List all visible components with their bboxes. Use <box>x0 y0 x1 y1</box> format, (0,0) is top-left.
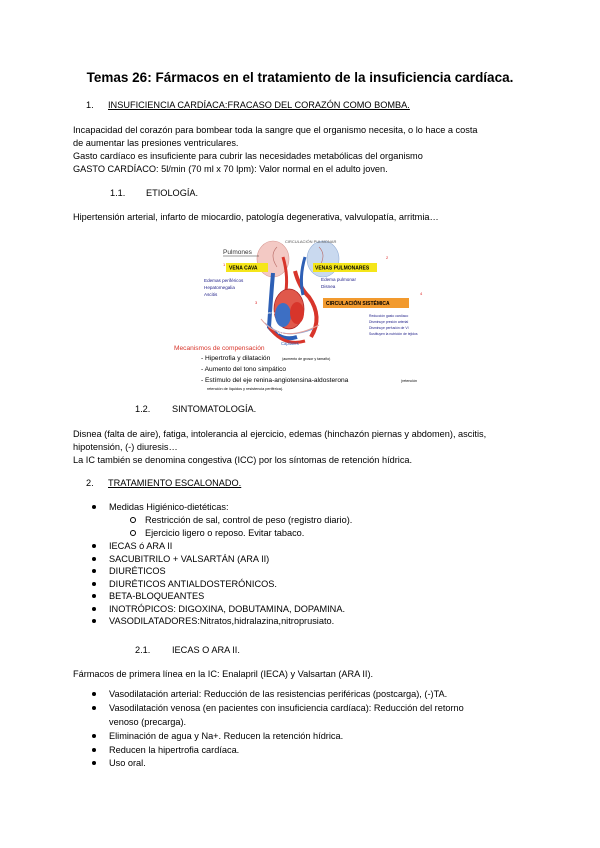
fig-sist-line-4: Sustituyen la nutrición de tejidos <box>369 332 418 336</box>
list-item: SACUBITRILO + VALSARTÁN (ARA II) <box>109 553 345 566</box>
circle-bullet-icon <box>130 517 136 523</box>
fig-sist-line-3: Disminuye perfusión de VI <box>369 326 409 330</box>
list-item: Vasodilatación venosa (en pacientes con insuficiencia cardíaca): Reducción del retorno <box>109 702 464 716</box>
section-2-number: 2. <box>86 478 94 488</box>
fig-num-3: 3 <box>255 300 258 305</box>
s12-paragraph-1: Disnea (falta de aire), fatiga, intolerancia al ejercicio, edemas (hinchazón piernas y abdomen), ascitis, <box>73 429 487 439</box>
section-1-2-heading: SINTOMATOLOGÍA. <box>172 404 257 414</box>
bullet-icon <box>92 505 96 509</box>
s21-list <box>109 688 447 701</box>
fig-sist-line-2: Disminuye presión arterial <box>369 320 409 324</box>
bullet-icon <box>92 692 96 696</box>
fig-meca-sub: retención de líquidos y resistencia periférica). <box>207 387 284 391</box>
section-1-number: 1. <box>86 100 94 110</box>
heart-failure-diagram <box>173 237 435 397</box>
fig-meca-line-2: - Aumento del tono simpático <box>201 366 287 373</box>
s1-paragraph-1: Incapacidad del corazón para bombear toda la sangre que el organismo necesita, o lo hace a costa <box>73 125 478 135</box>
s12-paragraph-3: La IC también se denomina congestiva (ICC) por los síntomas de retención hídrica. <box>73 455 413 465</box>
section-1-1-number: 1.1. <box>110 188 126 198</box>
section-1-1-heading: ETIOLOGÍA. <box>146 188 199 198</box>
bullet-icon <box>92 748 96 752</box>
section-2-1-heading: IECAS O ARA II. <box>172 645 240 655</box>
fig-pulmones: Pulmones <box>223 249 252 256</box>
bullet-icon <box>92 569 96 573</box>
bullet-icon <box>92 594 96 598</box>
s2-sub-list <box>145 514 352 539</box>
list-item: INOTRÓPICOS: DIGOXINA, DOBUTAMINA, DOPAMINA. <box>109 603 345 616</box>
list-item: Vasodilatación arterial: Reducción de las resistencias periféricas (postcarga), (-)TA. <box>109 688 447 701</box>
fig-num-2: 2 <box>386 255 389 260</box>
fig-meca-note-3: (retención <box>401 379 417 383</box>
s2-first-list <box>109 501 229 514</box>
fig-circ-sist: CIRCULACIÓN SISTÉMICA <box>326 301 390 307</box>
bullet-icon <box>92 607 96 611</box>
list-item: Eliminación de agua y Na+. Reducen la retención hídrica. <box>109 730 343 744</box>
fig-left-line-3: Ascitis <box>204 292 218 297</box>
fig-meca-note-1: (aumento de grosor y tamaño) <box>282 357 331 361</box>
list-item: DIURÉTICOS <box>109 565 345 578</box>
fig-arteria: Arteria <box>263 310 275 315</box>
list-item: VASODILATADORES:Nitratos,hidralazina,nitroprusiato. <box>109 615 345 628</box>
fig-left-line-1: Edemas periféricos <box>204 278 244 283</box>
list-item: Medidas Higiénico-dietéticas: <box>109 501 229 514</box>
s12-paragraph-2: hipotensión, (-) diuresis… <box>73 442 178 452</box>
fig-left-line-2: Hepatomegalia <box>204 285 235 290</box>
section-1-heading: INSUFICIENCIA CARDÍACA:FRACASO DEL CORAZÓN COMO BOMBA. <box>108 100 410 110</box>
s1-paragraph-2: de aumentar las presiones ventriculares. <box>73 138 239 148</box>
section-2-1-number: 2.1. <box>135 645 151 655</box>
bullet-icon <box>92 734 96 738</box>
list-item: DIURÉTICOS ANTIALDOSTERÓNICOS. <box>109 578 345 591</box>
list-item: Restricción de sal, control de peso (registro diario). <box>145 514 352 527</box>
circle-bullet-icon <box>130 530 136 536</box>
fig-circ-top: CIRCULACIÓN PULMONAR <box>285 239 337 244</box>
fig-num-4: 4 <box>420 291 423 296</box>
s21-list-2 <box>109 702 464 730</box>
list-item: Uso oral. <box>109 757 343 771</box>
bullet-icon <box>92 582 96 586</box>
fig-meca-title: Mecanismos de compensación <box>174 345 265 352</box>
fig-vena-cava: VENA CAVA <box>229 265 258 272</box>
page-title: Temas 26: Fármacos en el tratamiento de la insuficiencia cardíaca. <box>86 70 514 85</box>
fig-sist-line-1: Reducción gasto cardíaco <box>369 314 409 318</box>
fig-capilares: Capilares <box>281 341 299 346</box>
bullet-icon <box>92 706 96 710</box>
section-2-heading: TRATAMIENTO ESCALONADO. <box>108 478 242 488</box>
s21-paragraph-1: Fármacos de primera línea en la IC: Enalapril (IECA) y Valsartan (ARA II). <box>73 669 374 679</box>
fig-right-line-1: Edema pulmonar <box>321 277 356 282</box>
bullet-icon <box>92 544 96 548</box>
fig-venas-pulmonares: VENAS PULMONARES <box>315 265 370 272</box>
section-1-2-number: 1.2. <box>135 404 151 414</box>
list-item: BETA-BLOQUEANTES <box>109 590 345 603</box>
fig-vd: VD <box>277 330 284 335</box>
list-item: Ejercicio ligero o reposo. Evitar tabaco. <box>145 527 352 540</box>
list-item: IECAS ó ARA II <box>109 540 345 553</box>
s11-paragraph-1: Hipertensión arterial, infarto de miocardio, patología degenerativa, valvulopatía, arritmia… <box>73 212 439 222</box>
list-item: Reducen la hipertrofia cardíaca. <box>109 744 343 758</box>
s1-paragraph-3: Gasto cardíaco es insuficiente para cubrir las necesidades metabólicas del organismo <box>73 151 423 161</box>
s1-paragraph-4: GASTO CARDÍACO: 5l/min (70 ml x 70 lpm): Valor normal en el adulto joven. <box>73 164 388 174</box>
list-item-continuation: venoso (precarga). <box>109 716 187 727</box>
fig-right-line-2: Disnea <box>321 284 336 289</box>
fig-meca-line-1: - Hipertrofia y dilatación <box>201 355 271 362</box>
s21-list-3 <box>109 730 343 771</box>
bullet-icon <box>92 761 96 765</box>
fig-num-1: 1 <box>223 262 226 267</box>
fig-meca-line-3: - Estímulo del eje renina-angiotensina-aldosterona <box>201 377 349 384</box>
bullet-icon <box>92 557 96 561</box>
s2-treatment-list <box>109 540 345 628</box>
fig-vi: VI <box>307 319 312 324</box>
bullet-icon <box>92 619 96 623</box>
